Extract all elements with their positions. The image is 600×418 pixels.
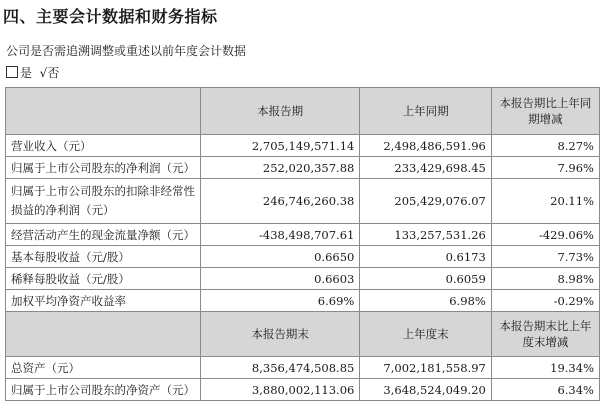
cell-current: 2,705,149,571.14 [201,135,360,157]
cell-current: 0.6650 [201,246,360,268]
table-row [6,157,600,179]
table-row [6,290,600,312]
cell-change: -429.06% [491,224,599,246]
table-row [6,357,600,379]
row-label: 归属于上市公司股东的扣除非经常性损益的净利润（元） [6,179,201,224]
yes-checkbox [6,66,18,78]
cell-change: 7.73% [491,246,599,268]
table1-header-current: 本报告期 [201,88,360,135]
row-label: 总资产（元） [6,357,201,379]
table2-header-change: 本报告期末比上年度末增减 [491,312,599,357]
restatement-question: 公司是否需追溯调整或重述以前年度会计数据 [6,44,247,58]
table2-header-blank [6,312,201,357]
cell-change: 19.34% [491,357,599,379]
row-label: 营业收入（元） [6,135,201,157]
cell-change: 8.98% [491,268,599,290]
row-label: 稀释每股收益（元/股） [6,268,201,290]
table-row [6,268,600,290]
cell-prior: 7,002,181,558.97 [360,357,491,379]
table-row [6,135,600,157]
row-label: 归属于上市公司股东的净资产（元） [6,379,201,401]
cell-change: -0.29% [491,290,599,312]
table2-header-prior: 上年度末 [360,312,491,357]
table-row [6,379,600,401]
cell-current: 0.6603 [201,268,360,290]
table-row [6,246,600,268]
cell-change: 20.11% [491,179,599,224]
cell-prior: 6.98% [360,290,491,312]
table-row [6,224,600,246]
cell-change: 7.96% [491,157,599,179]
restatement-answer [6,64,59,81]
cell-prior: 2,498,486,591.96 [360,135,491,157]
cell-current: 252,020,357.88 [201,157,360,179]
cell-current: -438,498,707.61 [201,224,360,246]
financial-data-table [5,87,600,401]
cell-current: 3,880,002,113.06 [201,379,360,401]
yes-label: 是 [20,66,33,80]
cell-prior: 0.6173 [360,246,491,268]
cell-current: 8,356,474,508.85 [201,357,360,379]
table-row [6,179,600,224]
cell-current: 246,746,260.38 [201,179,360,224]
cell-change: 6.34% [491,379,599,401]
table1-header-blank [6,88,201,135]
cell-current: 6.69% [201,290,360,312]
row-label: 基本每股收益（元/股） [6,246,201,268]
table1-header-change: 本报告期比上年同期增减 [491,88,599,135]
table1-header-prior: 上年同期 [360,88,491,135]
cell-prior: 233,429,698.45 [360,157,491,179]
table2-header-current: 本报告期末 [201,312,360,357]
table1-header-row [6,88,600,135]
row-label: 加权平均净资产收益率 [6,290,201,312]
check-mark-icon: √ [39,66,48,80]
cell-prior: 133,257,531.26 [360,224,491,246]
cell-change: 8.27% [491,135,599,157]
section-title: 四、主要会计数据和财务指标 [3,7,218,26]
table2-header-row [6,312,600,357]
cell-prior: 0.6059 [360,268,491,290]
cell-prior: 3,648,524,049.20 [360,379,491,401]
row-label: 经营活动产生的现金流量净额（元） [6,224,201,246]
no-label: 否 [47,66,60,80]
cell-prior: 205,429,076.07 [360,179,491,224]
row-label: 归属于上市公司股东的净利润（元） [6,157,201,179]
